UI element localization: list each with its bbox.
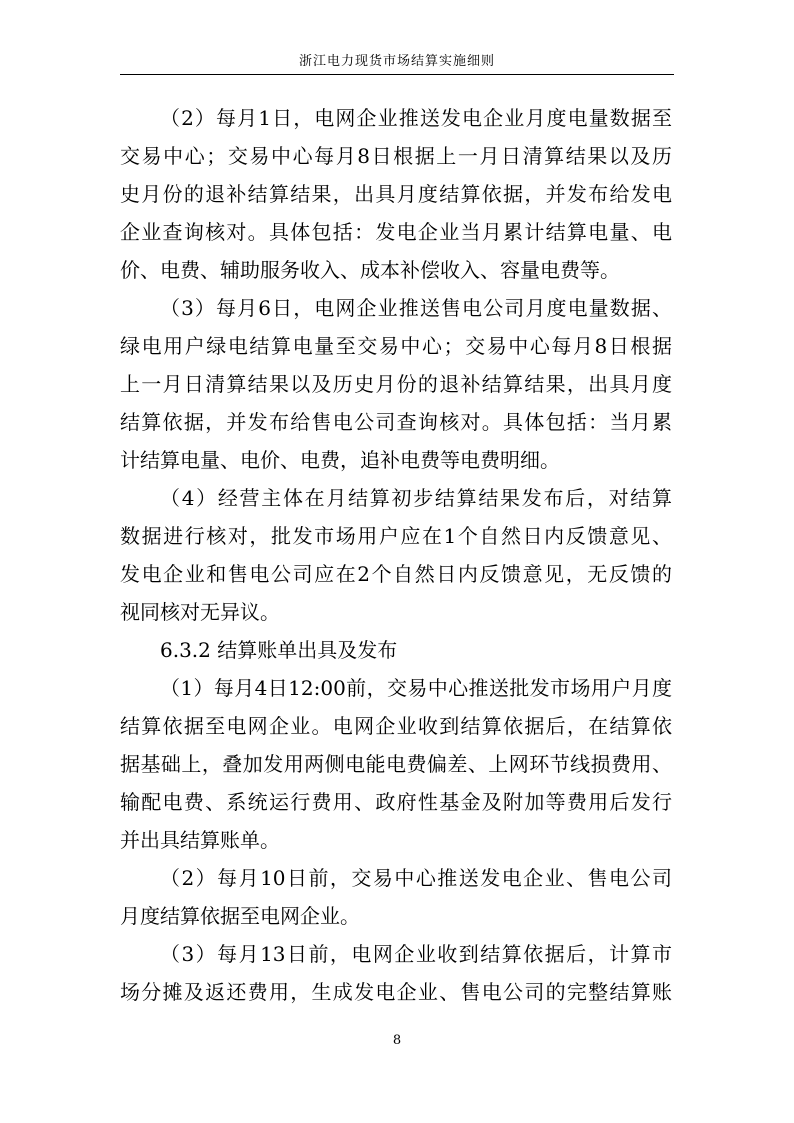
body-line: 企业查询核对。具体包括：发电企业当月累计结算电量、电 xyxy=(120,220,672,244)
body-line: （2）每月10日前，交易中心推送发电企业、售电公司 xyxy=(160,866,672,890)
body-line: 据基础上，叠加发用两侧电能电费偏差、上网环节线损费用、 xyxy=(120,752,672,776)
body-line: 结算依据至电网企业。电网企业收到结算依据后，在结算依 xyxy=(120,714,672,738)
header-rule xyxy=(120,74,674,75)
body-line: 场分摊及返还费用，生成发电企业、售电公司的完整结算账 xyxy=(120,980,672,1004)
body-line: （1）每月4日12:00前，交易中心推送批发市场用户月度 xyxy=(160,676,672,700)
body-line: 发电企业和售电公司应在2个自然日内反馈意见，无反馈的 xyxy=(120,562,672,586)
body-line: 结算依据，并发布给售电公司查询核对。具体包括：当月累 xyxy=(120,410,672,434)
body-line: 绿电用户绿电结算电量至交易中心；交易中心每月8日根据 xyxy=(120,334,672,358)
body-line: 月度结算依据至电网企业。 xyxy=(120,904,360,928)
body-line: （3）每月13日前，电网企业收到结算依据后，计算市 xyxy=(160,942,672,966)
page-number: 8 xyxy=(392,1033,402,1048)
body-line: 并出具结算账单。 xyxy=(120,828,280,852)
body-line: （4）经营主体在月结算初步结算结果发布后，对结算 xyxy=(160,486,672,510)
body-line: 交易中心；交易中心每月8日根据上一月日清算结果以及历 xyxy=(120,144,672,168)
body-line: （2）每月1日，电网企业推送发电企业月度电量数据至 xyxy=(160,106,672,130)
body-line: 计结算电量、电价、电费，追补电费等电费明细。 xyxy=(120,448,560,472)
body-line: （3）每月6日，电网企业推送售电公司月度电量数据、 xyxy=(160,296,672,320)
body-line: 价、电费、辅助服务收入、成本补偿收入、容量电费等。 xyxy=(120,258,620,282)
body-line: 输配电费、系统运行费用、政府性基金及附加等费用后发行 xyxy=(120,790,672,814)
body-line: 数据进行核对，批发市场用户应在1个自然日内反馈意见、 xyxy=(120,524,672,548)
body-line: 上一月日清算结果以及历史月份的退补结算结果，出具月度 xyxy=(120,372,672,396)
body-line: 史月份的退补结算结果，出具月度结算依据，并发布给发电 xyxy=(120,182,672,206)
page-header-title: 浙江电力现货市场结算实施细则 xyxy=(298,54,495,69)
section-heading: 6.3.2 结算账单出具及发布 xyxy=(160,638,398,662)
body-line: 视同核对无异议。 xyxy=(120,600,280,624)
